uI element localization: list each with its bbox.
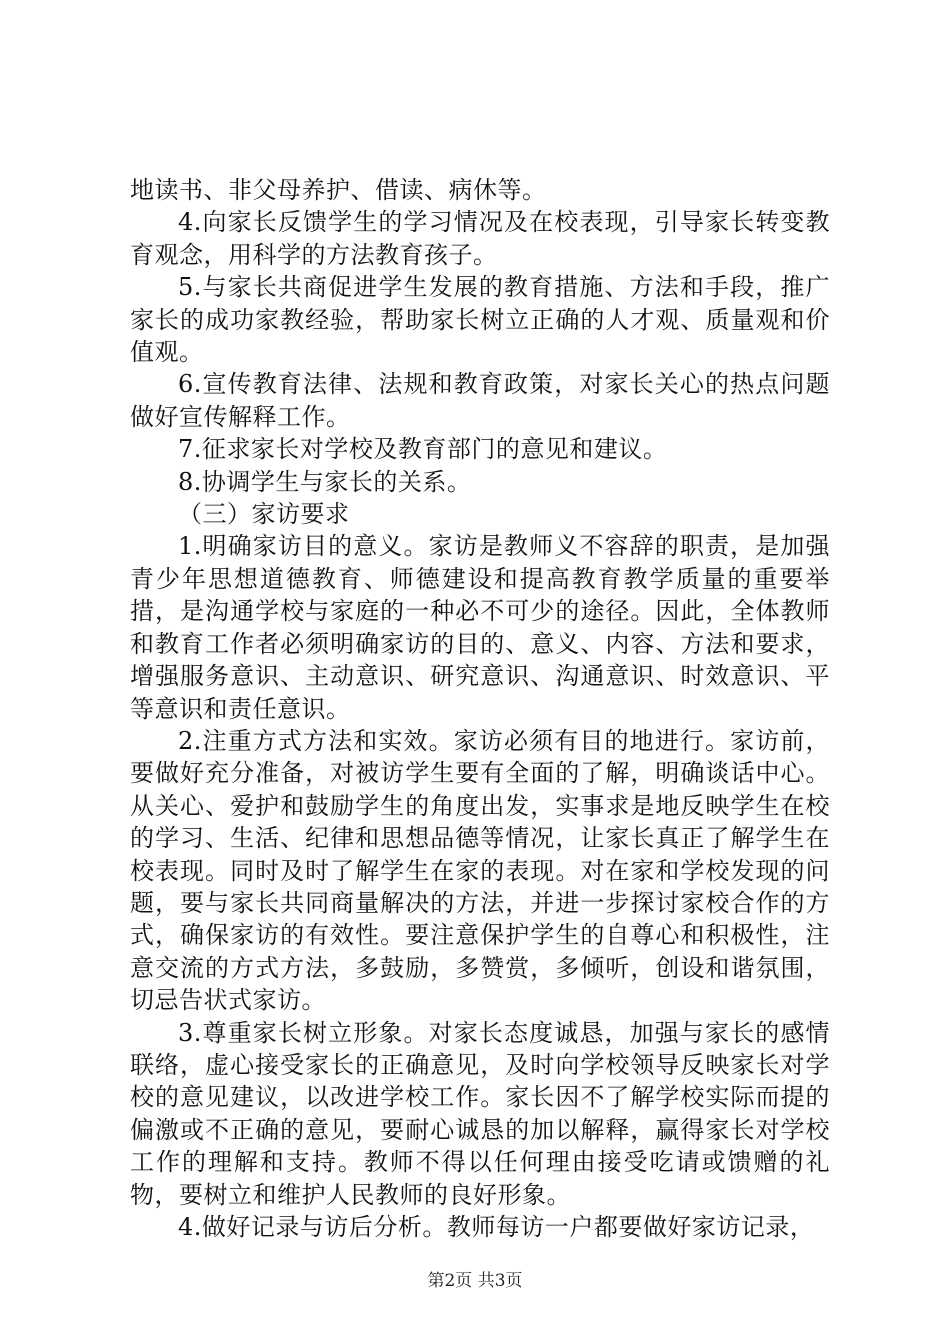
paragraph-item-8: 8.协调学生与家长的关系。	[178, 467, 472, 496]
paragraph-item-4: 4.向家长反馈学生的学习情况及在校表现，引导家长转变教育观念，用科学的方法教育孩子。	[130, 208, 830, 269]
page-number-footer: 第2页 共3页	[427, 1271, 523, 1291]
paragraph-requirement-4: 4.做好记录与访后分析。教师每访一户都要做好家访记录，	[178, 1213, 815, 1241]
paragraph-requirement-1: 1.明确家访目的意义。家访是教师义不容辞的职责，是加强青少年思想道德教育、师德建设和提高教育教学质量的重要举措，是沟通学校与家庭的一种必不可少的途径。因此，全体教师和教育工作者必须明确家访的目的、意义、内容、方法和要求，增强服务意识、主动意识、研究意识、沟通意识、时效意识、平等意识和责任意识。	[130, 532, 830, 723]
paragraph-item-7: 7.征求家长对学校及教育部门的意见和建议。	[178, 435, 668, 464]
paragraph-requirement-3: 3.尊重家长树立形象。对家长态度诚恳，加强与家长的感情联络，虚心接受家长的正确意见，及时向学校领导反映家长对学校的意见建议，以改进学校工作。家长因不了解学校实际而提的偏激或不正确的意见，要耐心诚恳的加以解释，赢得家长对学校工作的理解和支持。教师不得以任何理由接受吃请或馈赠的礼物，要树立和维护人民教师的良好形象。	[130, 1018, 830, 1209]
paragraph-item-6: 6.宣传教育法律、法规和教育政策，对家长关心的热点问题做好宣传解释工作。	[130, 370, 830, 431]
paragraph-continuation: 地读书、非父母养护、借读、病休等。	[130, 176, 547, 204]
paragraph-item-5: 5.与家长共商促进学生发展的教育措施、方法和手段，推广家长的成功家教经验，帮助家长树立正确的人才观、质量观和价值观。	[130, 273, 830, 367]
document-body	[130, 174, 830, 1243]
paragraph-requirement-2: 2.注重方式方法和实效。家访必须有目的地进行。家访前，要做好充分准备，对被访学生要有全面的了解，明确谈话中心。从关心、爱护和鼓励学生的角度出发，实事求是地反映学生在校的学习、生活、纪律和思想品德等情况，让家长真正了解学生在校表现。同时及时了解学生在家的表现。对在家和学校发现的问题，要与家长共同商量解决的方法，并进一步探讨家校合作的方式，确保家访的有效性。要注意保护学生的自尊心和积极性，注意交流的方式方法，多鼓励，多赞赏，多倾听，创设和谐氛围，切忌告状式家访。	[130, 726, 830, 1015]
section-heading: （三）家访要求	[178, 500, 350, 529]
